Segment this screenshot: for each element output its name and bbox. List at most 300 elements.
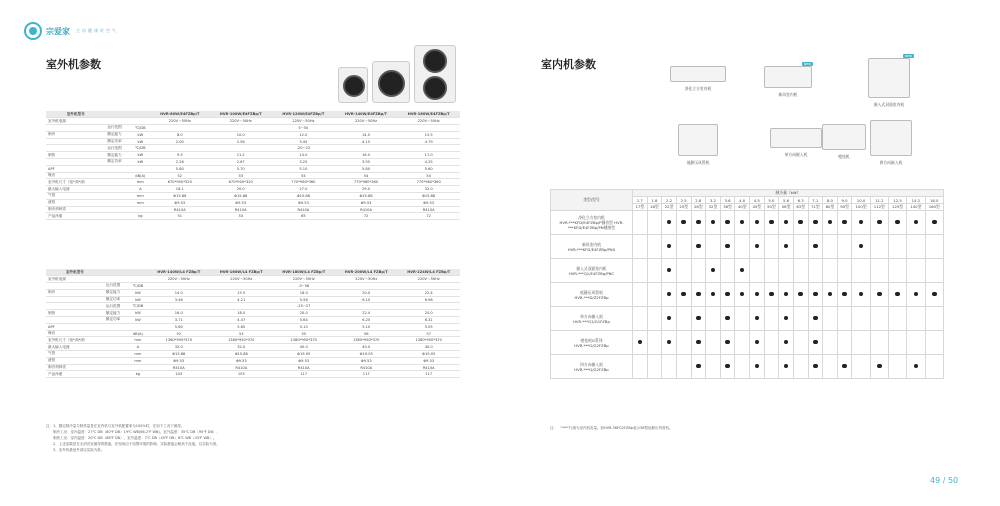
indoor-unit-image (670, 66, 726, 82)
kw-cell: 8.0 (823, 197, 838, 204)
available-dot-icon (813, 292, 818, 297)
dot-cell (925, 331, 944, 355)
dot-cell (925, 283, 944, 307)
table-cell: Φ9.53 (335, 357, 397, 364)
table-row (46, 193, 460, 200)
kw-cell: 14.2 (907, 197, 925, 204)
table-cell (104, 357, 128, 364)
table-row (46, 138, 460, 145)
indoor-model-name: 单方向嵌入机 (580, 313, 603, 319)
table-cell: 室外机尺寸（宽*高*深） (46, 179, 105, 186)
table-cell: mm (128, 351, 147, 358)
indoor-model-code: HVR-***KFD/E4FZBp/PNX (567, 246, 616, 252)
dot-cell (823, 283, 838, 307)
table-cell: R410A (335, 206, 398, 213)
dot-cell (837, 283, 852, 307)
outdoor-unit-medium-image (372, 61, 410, 103)
available-dot-icon (895, 292, 900, 297)
table-cell: 3.45 (272, 138, 335, 145)
header-cell: HVR-224W/L4 FZBp/T (397, 269, 460, 276)
indoor-row (551, 355, 944, 379)
table-cell: 额定能力 (104, 289, 128, 296)
table-cell: 16.0 (335, 152, 398, 159)
outdoor-unit-small-image (338, 67, 368, 103)
table-cell (335, 303, 397, 310)
table-cell: ℃/DB (128, 303, 147, 310)
kw-cell: 4.0 (735, 197, 750, 204)
table-cell (105, 186, 130, 193)
dot-cell (735, 355, 750, 379)
dot-cell (764, 211, 779, 235)
note-line: 制热工况：室内温度：20℃ DB（68℉ DB），室外温度：7℃ DB（45℉ DB）6℃ WB（43℉ WB）。 (46, 436, 217, 440)
table-cell: Φ9.53 (209, 199, 272, 206)
dot-cell (720, 307, 735, 331)
table-cell: Φ9.53 (273, 357, 335, 364)
dot-cell (720, 283, 735, 307)
table-row (46, 289, 460, 296)
indoor-unit-item (668, 124, 728, 166)
available-dot-icon (696, 292, 701, 297)
table-cell: 制冷 (46, 289, 104, 296)
indoor-unit-caption: 壁挂机 (838, 154, 850, 159)
dot-cell (720, 355, 735, 379)
table-cell: 2.00 (150, 138, 209, 145)
table-cell: 11.2 (209, 152, 272, 159)
size-cell: 36型 (720, 204, 735, 211)
table-cell: 40.0 (397, 344, 460, 351)
dot-cell (925, 307, 944, 331)
note-line: 注：1、额定制冷量与制热量是在室内机与室外机配置率为100%时，在如下工况下测得。 (46, 424, 185, 428)
indoor-model-cell (551, 331, 633, 355)
table-cell: 噪音 (46, 172, 105, 179)
dot-cell (633, 331, 648, 355)
table-row (46, 330, 460, 337)
indoor-unit-image (868, 58, 910, 98)
indoor-model-name: 净化立方室内机 (578, 215, 605, 220)
dot-cell (907, 259, 925, 283)
dot-cell (691, 259, 706, 283)
dot-cell (750, 331, 765, 355)
dot-cell (808, 331, 823, 355)
dot-cell (837, 307, 852, 331)
dot-cell (907, 355, 925, 379)
table-cell (128, 364, 147, 371)
table-cell (104, 344, 128, 351)
table-cell (104, 337, 128, 344)
table-cell: 液管 (46, 357, 104, 364)
available-dot-icon (667, 292, 672, 297)
table-cell: 72 (397, 213, 460, 220)
table-cell: 103 (148, 371, 210, 378)
indoor-model-name: 低静压风管机 (580, 289, 603, 295)
dot-cell (720, 259, 735, 283)
table-cell: Φ9.53 (272, 199, 335, 206)
table-cell (104, 330, 128, 337)
table-cell (209, 125, 272, 132)
table-cell (148, 303, 210, 310)
table-cell: 2.26 (150, 159, 209, 166)
dot-cell (823, 235, 838, 259)
dot-cell (676, 211, 691, 235)
table-cell (105, 165, 130, 172)
header-cell (105, 111, 130, 118)
table-cell: 56 (335, 330, 397, 337)
available-dot-icon (932, 220, 937, 225)
dot-cell (735, 283, 750, 307)
table-cell: 产品净重 (46, 213, 105, 220)
size-cell: 17型 (633, 204, 648, 211)
table-cell: 32.0 (210, 344, 272, 351)
table-cell: 10.0 (209, 131, 272, 138)
table-cell: kW (128, 310, 147, 317)
table-cell (210, 283, 272, 290)
dot-cell (793, 259, 808, 283)
indoor-row (551, 235, 944, 259)
kw-cell: 4.5 (750, 197, 765, 204)
table-cell (335, 125, 398, 132)
indoor-unit-item (758, 62, 818, 98)
dot-cell (676, 331, 691, 355)
table-cell: 20.0 (335, 289, 397, 296)
table-cell: 2.56 (209, 138, 272, 145)
table-cell: 117 (397, 371, 460, 378)
dot-cell (676, 307, 691, 331)
dot-cell (793, 331, 808, 355)
dot-cell (779, 331, 794, 355)
available-dot-icon (813, 316, 818, 321)
table-cell: 额定功率 (105, 159, 130, 166)
table-row (46, 323, 460, 330)
dot-cell (823, 355, 838, 379)
dot-cell (837, 211, 852, 235)
table-cell: mm (128, 337, 147, 344)
indoor-unit-caption: 四方向嵌入机 (879, 160, 903, 165)
kw-cell: 6.3 (793, 197, 808, 204)
table-cell: 54 (335, 172, 398, 179)
table-cell: 4.25 (397, 159, 460, 166)
table-cell: 3.25 (272, 159, 335, 166)
dot-cell (647, 331, 662, 355)
available-dot-icon (711, 220, 716, 225)
dot-cell (662, 355, 677, 379)
available-dot-icon (859, 292, 864, 297)
table-cell: 最大输入电流 (46, 344, 104, 351)
available-dot-icon (828, 220, 833, 225)
indoor-model-code: HVR-***G/G2FZBp (574, 342, 609, 348)
table-row (46, 206, 460, 213)
table-cell: 额定能力 (105, 131, 130, 138)
dot-cell (647, 355, 662, 379)
table-header-row (46, 111, 460, 118)
table-cell: Φ9.53 (335, 199, 398, 206)
available-dot-icon (681, 220, 686, 225)
table-cell: 气管 (46, 193, 105, 200)
kw-cell: 9.0 (837, 197, 852, 204)
table-cell: APF (46, 323, 104, 330)
table-cell: 32.0 (148, 344, 210, 351)
table-cell: mm (128, 357, 147, 364)
table-cell: Φ15.88 (209, 193, 272, 200)
table-cell: 3.71 (148, 317, 210, 324)
table-cell: mm (130, 193, 150, 200)
available-dot-icon (755, 364, 760, 369)
available-dot-icon (740, 268, 745, 273)
dot-cell (793, 235, 808, 259)
indoor-unit-caption: 单方向嵌入机 (784, 152, 808, 157)
dot-cell (764, 259, 779, 283)
table-cell: R410A (397, 206, 460, 213)
available-dot-icon (696, 220, 701, 225)
dot-cell (647, 283, 662, 307)
table-cell: mm (130, 179, 150, 186)
table-cell: ℃/DB (128, 283, 147, 290)
size-cell: 32型 (706, 204, 721, 211)
new-badge: NEW (905, 54, 913, 58)
kw-cell: 2.2 (662, 197, 677, 204)
dot-cell (633, 259, 648, 283)
table-cell (46, 303, 104, 310)
table-cell: 运行范围 (105, 125, 130, 132)
table-cell (104, 371, 128, 378)
dot-cell (907, 331, 925, 355)
table-cell: 220V～50Hz (335, 118, 398, 125)
table-row (46, 371, 460, 378)
size-cell: 160型 (925, 204, 944, 211)
note-line: 制冷工况：室内温度：27℃ DB（80℉ DB）19℃ WB(66.2℉ WB)，室外温度：35℃ DB（95℉ DB）； (46, 430, 220, 434)
table-row (46, 357, 460, 364)
table-cell: Φ15.88 (148, 351, 210, 358)
table-cell: R410A (273, 364, 335, 371)
table-cell: 额定能力 (105, 152, 130, 159)
table-cell: Φ15.88 (272, 193, 335, 200)
dot-cell (662, 307, 677, 331)
indoor-unit-image (822, 124, 866, 150)
table-cell: 65 (272, 213, 335, 220)
available-dot-icon (813, 244, 818, 249)
available-dot-icon (859, 244, 864, 249)
available-dot-icon (828, 292, 833, 297)
table-cell: 制冷剂种类 (46, 206, 105, 213)
indoor-model-cell (551, 307, 633, 331)
table-cell: 3.95 (335, 159, 398, 166)
table-row (46, 344, 460, 351)
table-row (46, 145, 460, 152)
indoor-model-name: 壁挂机G系列 (580, 337, 603, 343)
indoor-model-cell (551, 211, 633, 235)
outdoor-notes (46, 423, 466, 453)
table-cell: 5.64 (273, 317, 335, 324)
table-cell (130, 165, 150, 172)
table-cell: kW (128, 296, 147, 303)
table-row (46, 310, 460, 317)
available-dot-icon (725, 220, 730, 225)
dot-cell (750, 283, 765, 307)
table-cell: 制冷剂种类 (46, 364, 104, 371)
dot-cell (764, 235, 779, 259)
dot-cell (735, 211, 750, 235)
table-cell: 220V～50Hz (148, 276, 210, 283)
table-cell: dB(A) (128, 330, 147, 337)
dot-cell (808, 259, 823, 283)
dot-cell (691, 307, 706, 331)
table-cell: 制热 (46, 152, 105, 159)
dot-cell (706, 331, 721, 355)
table-cell: 53 (209, 213, 272, 220)
indoor-unit-caption: 低静压风管机 (686, 160, 710, 165)
available-dot-icon (813, 220, 818, 225)
available-dot-icon (755, 244, 760, 249)
table-cell: 22.4 (335, 310, 397, 317)
available-dot-icon (725, 292, 730, 297)
table-cell (130, 118, 150, 125)
table-cell: kW (130, 138, 150, 145)
indoor-model-cell (551, 259, 633, 283)
table-cell: kg (128, 371, 147, 378)
dot-cell (735, 307, 750, 331)
brand-logo (24, 22, 118, 40)
dot-cell (662, 283, 677, 307)
dot-cell (750, 307, 765, 331)
table-row (46, 172, 460, 179)
indoor-model-cell (551, 235, 633, 259)
table-cell (397, 303, 460, 310)
table-row (46, 131, 460, 138)
available-dot-icon (681, 292, 686, 297)
table-cell: ℃/DB (130, 125, 150, 132)
table-cell (148, 283, 210, 290)
kw-cell: 3.2 (706, 197, 721, 204)
available-dot-icon (696, 244, 701, 249)
table-cell: 5.80 (335, 165, 398, 172)
table-row (46, 118, 460, 125)
table-cell: 29.0 (335, 186, 398, 193)
kw-cell: 12.5 (888, 197, 906, 204)
table-cell: dB(A) (130, 172, 150, 179)
table-cell: mm (130, 199, 150, 206)
table-cell: 770*960*360 (397, 179, 460, 186)
dot-cell (907, 283, 925, 307)
table-cell: Φ9.53 (397, 357, 460, 364)
table-cell: 220V～50Hz (335, 276, 397, 283)
available-dot-icon (914, 220, 919, 225)
table-cell (150, 125, 209, 132)
dot-cell (888, 211, 906, 235)
table-cell: Φ15.88 (210, 351, 272, 358)
dot-cell (676, 235, 691, 259)
indoor-model-cell (551, 355, 633, 379)
dot-cell (925, 355, 944, 379)
size-cell: 80型 (823, 204, 838, 211)
dot-cell (808, 211, 823, 235)
table-cell: 5~50 (272, 125, 335, 132)
table-cell: 6.10 (335, 296, 397, 303)
table-cell: 12.0 (272, 131, 335, 138)
dot-cell (720, 235, 735, 259)
table-cell: Φ19.05 (273, 351, 335, 358)
table-cell: 55 (273, 330, 335, 337)
size-cell: 140型 (907, 204, 925, 211)
available-dot-icon (769, 292, 774, 297)
table-cell: 54 (397, 172, 460, 179)
table-cell: 运行范围 (105, 145, 130, 152)
table-cell: 670*900*320 (209, 179, 272, 186)
indoor-unit-item (668, 66, 728, 92)
dot-cell (888, 355, 906, 379)
table-cell: 6.31 (397, 317, 460, 324)
size-cell: 112型 (870, 204, 888, 211)
table-cell: 室外机尺寸（宽*高*深） (46, 337, 104, 344)
outdoor-unit-images (338, 45, 456, 103)
table-cell: 220V～50Hz (397, 276, 460, 283)
dot-cell (888, 259, 906, 283)
dot-cell (793, 307, 808, 331)
available-dot-icon (755, 340, 760, 345)
available-dot-icon (784, 292, 789, 297)
table-cell: 额定功率 (104, 296, 128, 303)
size-cell: 45型 (750, 204, 765, 211)
dot-cell (823, 211, 838, 235)
table-row (46, 199, 460, 206)
table-cell: 1380*950*370 (397, 337, 460, 344)
table-cell: 制冷 (46, 131, 105, 138)
table-row (46, 179, 460, 186)
table-row (46, 159, 460, 166)
table-cell: 25.0 (397, 310, 460, 317)
table-cell: 5.60 (210, 323, 272, 330)
dot-cell (735, 259, 750, 283)
table-cell: 52 (148, 330, 210, 337)
table-cell: 18.0 (273, 289, 335, 296)
table-row (46, 125, 460, 132)
available-dot-icon (725, 316, 730, 321)
dot-cell (647, 211, 662, 235)
table-row (46, 213, 460, 220)
size-cell: 90型 (837, 204, 852, 211)
indoor-model-cell (551, 283, 633, 307)
dot-cell (870, 259, 888, 283)
table-cell: 15.5 (210, 289, 272, 296)
table-cell: Φ19.05 (397, 351, 460, 358)
dot-cell (808, 307, 823, 331)
table-row (46, 303, 460, 310)
table-cell (105, 172, 130, 179)
table-cell: 72 (335, 213, 398, 220)
table-cell: Φ9.53 (210, 357, 272, 364)
note-line: 2、上述参数是在无消音室测得的数值，在现场由于周围环境的影响，实际数值会略高于此值，以实际为准。 (46, 442, 220, 446)
available-dot-icon (696, 364, 701, 369)
dot-cell (706, 235, 721, 259)
header-cell (128, 269, 147, 276)
table-cell: 17.0 (397, 152, 460, 159)
table-cell: -25~27 (273, 303, 335, 310)
indoor-unit-caption: 新风室内机 (778, 92, 798, 97)
table-cell: 14.0 (148, 289, 210, 296)
capacity-label: 制冷量（kW） (633, 190, 944, 197)
table-cell (105, 193, 130, 200)
table-cell: 6.98 (397, 296, 460, 303)
table-row (46, 364, 460, 371)
size-cell: 25型 (676, 204, 691, 211)
table-cell: 室外机电源 (46, 276, 104, 283)
table-row (46, 165, 460, 172)
table-cell: Φ9.53 (397, 199, 460, 206)
dot-cell (706, 211, 721, 235)
dot-cell (662, 259, 677, 283)
table-cell (130, 206, 150, 213)
kw-cell: 5.0 (764, 197, 779, 204)
available-dot-icon (813, 340, 818, 345)
header-cell: 室外机型号 (46, 269, 104, 276)
